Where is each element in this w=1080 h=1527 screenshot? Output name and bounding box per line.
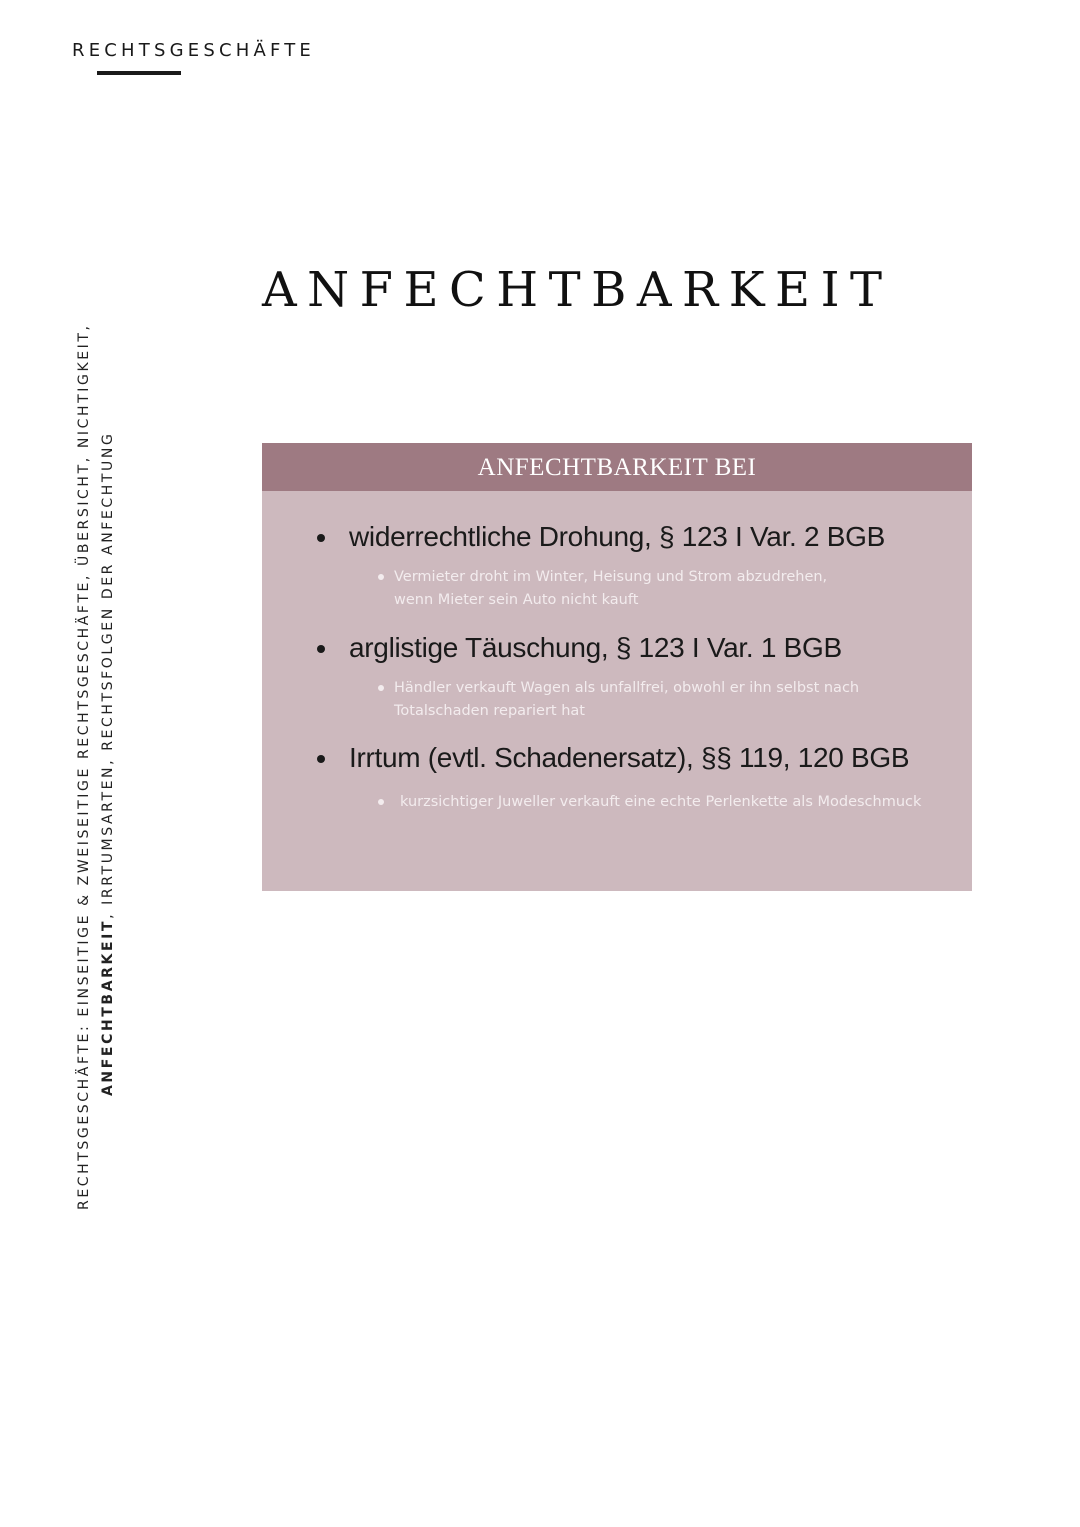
side-nav-line-2 xyxy=(96,310,120,1210)
bullet-icon xyxy=(317,645,325,653)
page-title: ANFECHTBARKEIT xyxy=(262,262,893,318)
side-nav-line-2-rest: , IRRTUMSARTEN, RECHTSFOLGEN DER ANFECHTUNG xyxy=(100,431,116,919)
list-item-title: widerrechtliche Drohung, § 123 I Var. 2 BGB xyxy=(349,521,885,552)
card-header: ANFECHTBARKEIT BEI xyxy=(262,443,972,491)
sub-bullet-icon xyxy=(378,685,384,691)
section-label-underline xyxy=(97,71,181,75)
list-item-example: Händler verkauft Wagen als unfallfrei, obwohl er ihn selbst nach Totalschaden repariert hat xyxy=(394,680,860,719)
section-label: RECHTSGESCHÄFTE xyxy=(72,40,315,61)
sub-bullet-icon xyxy=(378,574,384,580)
info-card xyxy=(262,443,972,891)
side-nav-active-topic: ANFECHTBARKEIT xyxy=(100,918,116,1096)
list-item-example: Vermieter droht im Winter, Heisung und Strom abzudrehen, wenn Mieter sein Auto nicht kauft xyxy=(394,569,828,608)
sub-bullet-icon xyxy=(378,799,384,805)
list-item-title: arglistige Täuschung, § 123 I Var. 1 BGB xyxy=(349,632,842,663)
bullet-icon xyxy=(317,755,325,763)
side-nav-line-1: RECHTSGESCHÄFTE: EINSEITIGE & ZWEISEITIGE RECHTSGESCHÄFTE, ÜBERSICHT, NICHTIGKEIT, xyxy=(76,323,92,1210)
list-item-example: kurzsichtiger Juweller verkauft eine echte Perlenkette als Modeschmuck xyxy=(400,794,922,810)
bullet-icon xyxy=(317,534,325,542)
side-navigation xyxy=(72,310,120,1210)
list-item-title: Irrtum (evtl. Schadenersatz), §§ 119, 120 BGB xyxy=(349,742,910,773)
